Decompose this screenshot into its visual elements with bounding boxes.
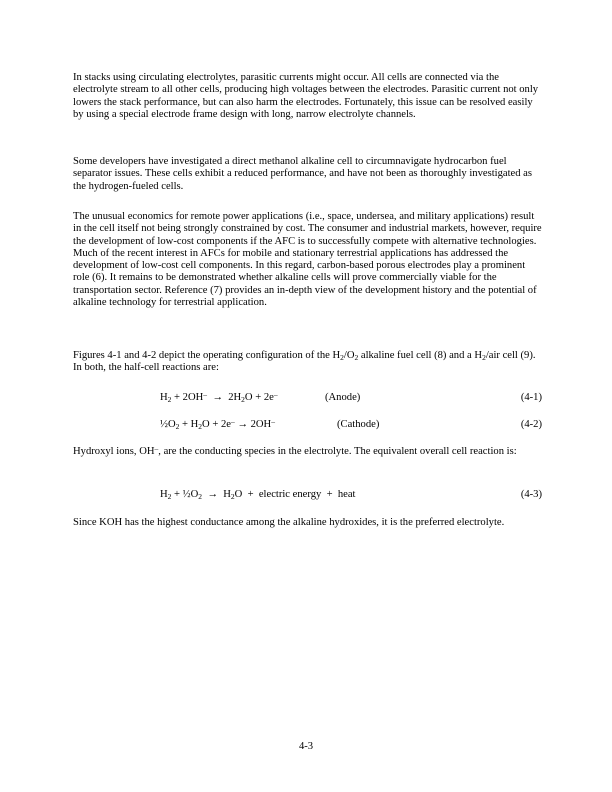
text-run: /O [343,350,355,361]
equation-expression [160,489,356,501]
text-run: + H [179,419,199,430]
subscript: 2 [167,492,172,501]
subscript: 2 [482,353,486,362]
text-run: O + 2e [202,419,231,430]
superscript: – [203,390,208,399]
superscript: – [154,444,159,453]
equation-number: (4-2) [520,419,542,430]
superscript: – [273,390,278,399]
text-run: + 2OH [171,392,204,403]
paragraph-koh: Since KOH has the highest conductance among the alkaline hydroxides, it is the preferred electrolyte. [73,517,505,528]
text-run: /air cell (9). In both, the half-cell reactions are: [73,350,536,374]
equation-label-anode: (Anode) [325,392,361,403]
text-run: Figures 4-1 and 4-2 depict the operating configuration of the H [73,350,341,361]
equation-expression [160,419,275,431]
equation-number: (4-1) [520,392,542,403]
text-run: alkaline fuel cell (8) and a H [358,350,483,361]
text-run: ½O [160,419,176,430]
paragraph-hydroxyl-ions [73,446,543,458]
paragraph-figures [73,350,543,375]
paragraph-parasitic-currents: In stacks using circulating electrolytes, parasitic currents might occur. All cells are connected via the electrolyte stream to all other cells, producing high voltages between the electrodes. Parasitic current not only lowers the stack performance, but can also harm the electrodes. Fortunately, this issue can be resolved easily by using a special electrode frame design with long, narrow electrolyte channels. [73,72,539,120]
superscript: – [230,417,235,426]
text-run: Hydroxyl ions, OH [73,446,155,457]
subscript: 2 [175,422,180,431]
text-run: O + 2e [244,392,274,403]
subscript: 2 [230,492,235,501]
text-run: → H [202,489,231,500]
text-run: → 2OH [234,419,272,430]
equation-number: (4-3) [520,489,542,500]
equation-expression [160,392,278,404]
superscript: – [271,417,275,426]
text-run: O + electric energy + heat [234,489,356,500]
text-run: , are the conducting species in the electrolyte. The equivalent overall cell reaction is: [158,446,517,457]
subscript: 2 [198,422,203,431]
page-number: 4-3 [298,741,314,752]
text-run: + ½O [171,489,199,500]
text-run: → 2H [207,392,242,403]
paragraph-direct-methanol: Some developers have investigated a direct methanol alkaline cell to circumnavigate hydrocarbon fuel separator issues. These cells exhibit a reduced performance, and have not been as thoroughly investigated as the hydrogen-fueled cells. [73,156,533,192]
subscript: 2 [198,492,203,501]
subscript: 2 [354,353,359,362]
subscript: 2 [241,395,245,404]
paragraph-economics: The unusual economics for remote power applications (i.e., space, undersea, and military applications) result in the cell itself not being strongly constrained by cost. The consumer and industrial markets, however, require the development of low-cost components if the AFC is to successfully compete with alternative technologies. Much of the recent interest in AFCs for mobile and stationary terrestrial applications has addressed the development of low-cost cell components. In this regard, carbon-based porous electrodes play a prominent role (6). It remains to be demonstrated whether alkaline cells will prove commercially viable for the transportation sector. Reference (7) provides an in-depth view of the development history and the potential of alkaline technology for terrestrial application. [73,211,542,309]
equation-overall [160,489,542,502]
subscript: 2 [340,353,344,362]
equation-anode [160,392,542,405]
text-run: H [160,489,168,500]
equation-label-cathode: (Cathode) [337,419,380,430]
equation-cathode [160,419,542,432]
subscript: 2 [167,395,172,404]
text-run: H [160,392,168,403]
